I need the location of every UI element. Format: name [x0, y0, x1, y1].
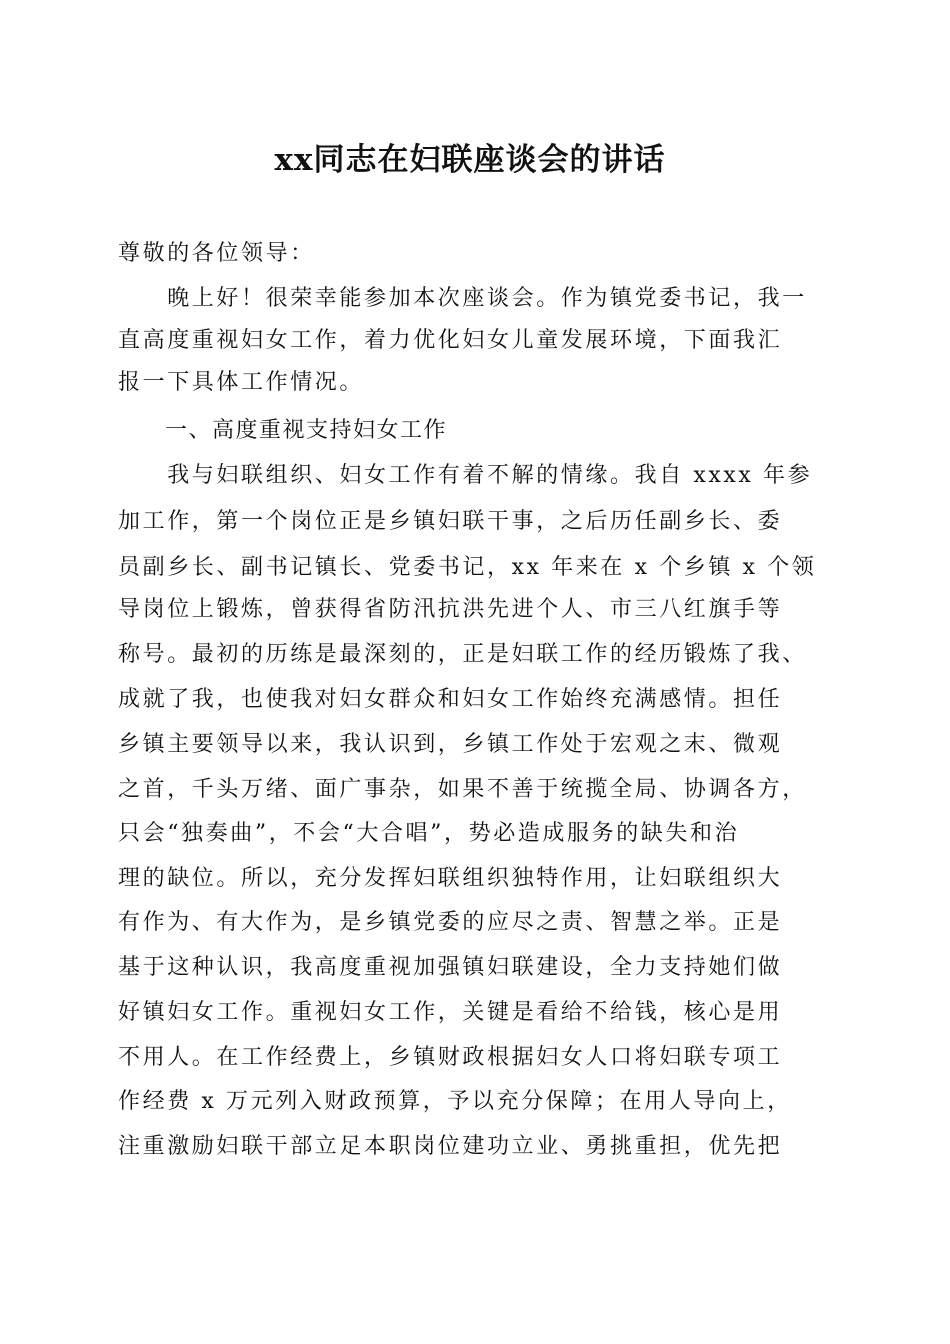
section-heading: 一、高度重视支持妇女工作	[118, 418, 448, 443]
paragraph-line: 晚上好！很荣幸能参加本次座谈会。作为镇党委书记，我一	[118, 286, 807, 311]
paragraph-line: 员副乡长、副书记镇长、党委书记，xx 年来在 x 个乡镇 x 个领	[118, 555, 817, 580]
paragraph-line: 称号。最初的历练是最深刻的，正是妇联工作的经历锻炼了我、	[118, 642, 807, 667]
paragraph-line: 基于这种认识，我高度重视加强镇妇联建设，全力支持她们做	[118, 955, 783, 980]
paragraph-line: 只会“独奏曲”，不会“大合唱”，势必造成服务的缺失和治	[118, 821, 740, 846]
paragraph-line: 不用人。在工作经费上，乡镇财政根据妇女人口将妇联专项工	[118, 1045, 783, 1070]
paragraph-line: 加工作，第一个岗位正是乡镇妇联干事，之后历任副乡长、委	[118, 509, 783, 534]
paragraph-line: 乡镇主要领导以来，我认识到，乡镇工作处于宏观之末、微观	[118, 732, 783, 757]
salutation: 尊敬的各位领导：	[118, 241, 315, 266]
paragraph-line: 作经费 x 万元列入财政预算，予以充分保障；在用人导向上，	[118, 1089, 792, 1114]
paragraph-line: 好镇妇女工作。重视妇女工作，关键是看给不给钱，核心是用	[118, 1000, 783, 1025]
paragraph-line: 有作为、有大作为，是乡镇党委的应尽之责、智慧之举。正是	[118, 910, 783, 935]
paragraph-line: 注重激励妇联干部立足本职岗位建功立业、勇挑重担，优先把	[118, 1134, 783, 1159]
paragraph-line: 我与妇联组织、妇女工作有着不解的情缘。我自 xxxx 年参	[118, 463, 813, 488]
document-title: xx同志在妇联座谈会的讲话	[274, 142, 666, 178]
paragraph-line: 理的缺位。所以，充分发挥妇联组织独特作用，让妇联组织大	[118, 866, 783, 891]
paragraph-line: 报一下具体工作情况。	[118, 370, 365, 395]
paragraph-line: 之首，千头万绪、面广事杂，如果不善于统揽全局、协调各方，	[118, 777, 807, 802]
paragraph-line: 直高度重视妇女工作，着力优化妇女儿童发展环境，下面我汇	[118, 328, 783, 353]
paragraph-line: 成就了我，也使我对妇女群众和妇女工作始终充满感情。担任	[118, 687, 783, 712]
paragraph-line: 导岗位上锻炼，曾获得省防汛抗洪先进个人、市三八红旗手等	[118, 597, 783, 622]
